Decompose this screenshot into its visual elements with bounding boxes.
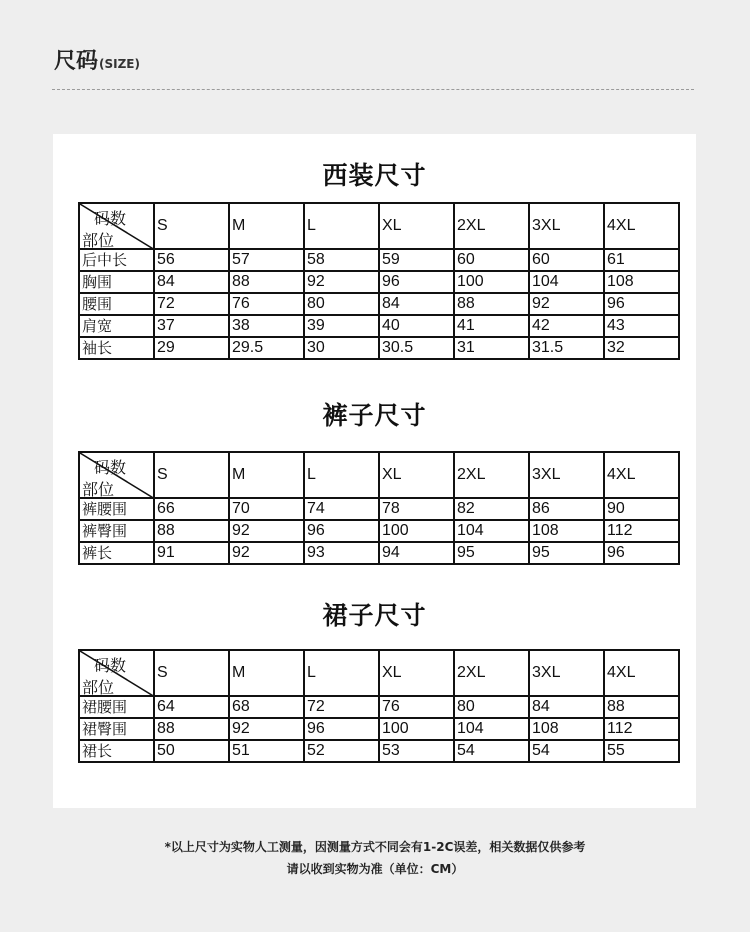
size-header-cell: L xyxy=(304,650,379,696)
size-header-cell: S xyxy=(154,452,229,498)
size-header-cell: S xyxy=(154,650,229,696)
measurement-cell: 30.5 xyxy=(379,337,454,359)
corner-size-label: 码数 xyxy=(94,656,127,675)
size-header-cell: 4XL xyxy=(604,650,679,696)
measurement-cell: 96 xyxy=(304,718,379,740)
table-row xyxy=(79,271,679,293)
measurement-cell: 61 xyxy=(604,249,679,271)
measurement-cell: 96 xyxy=(304,520,379,542)
measurement-cell: 93 xyxy=(304,542,379,564)
size-header-cell: 2XL xyxy=(454,452,529,498)
corner-part-label: 部位 xyxy=(82,231,115,249)
measurement-cell: 95 xyxy=(529,542,604,564)
measurement-cell: 39 xyxy=(304,315,379,337)
measurement-cell: 60 xyxy=(529,249,604,271)
measurement-cell: 82 xyxy=(454,498,529,520)
measurement-cell: 40 xyxy=(379,315,454,337)
page-subtitle: (SIZE) xyxy=(99,57,140,71)
size-header-cell: L xyxy=(304,203,379,249)
measurement-cell: 92 xyxy=(229,542,304,564)
measurement-cell: 72 xyxy=(154,293,229,315)
corner-size-label: 码数 xyxy=(94,209,127,228)
measurement-cell: 74 xyxy=(304,498,379,520)
measurement-cell: 88 xyxy=(604,696,679,718)
measurement-cell: 96 xyxy=(604,542,679,564)
table-row xyxy=(79,542,679,564)
measurement-cell: 84 xyxy=(529,696,604,718)
measurement-cell: 60 xyxy=(454,249,529,271)
measurement-cell: 112 xyxy=(604,520,679,542)
table-row xyxy=(79,696,679,718)
part-label-cell: 裤臀围 xyxy=(79,520,154,542)
corner-part-label: 部位 xyxy=(82,480,115,498)
measurement-cell: 55 xyxy=(604,740,679,762)
measurement-cell: 90 xyxy=(604,498,679,520)
measurement-cell: 84 xyxy=(379,293,454,315)
page-header xyxy=(54,44,140,75)
size-header-cell: XL xyxy=(379,452,454,498)
measurement-cell: 57 xyxy=(229,249,304,271)
measurement-cell: 72 xyxy=(304,696,379,718)
measurement-cell: 88 xyxy=(454,293,529,315)
measurement-cell: 92 xyxy=(304,271,379,293)
pants-size-title: 裤子尺寸 xyxy=(322,401,427,430)
measurement-cell: 108 xyxy=(604,271,679,293)
size-header-cell: XL xyxy=(379,203,454,249)
measurement-cell: 96 xyxy=(379,271,454,293)
table-header-row xyxy=(79,203,679,249)
measurement-cell: 88 xyxy=(154,520,229,542)
measurement-cell: 108 xyxy=(529,718,604,740)
size-header-cell: 3XL xyxy=(529,452,604,498)
measurement-cell: 29.5 xyxy=(229,337,304,359)
measurement-cell: 104 xyxy=(529,271,604,293)
measurement-cell: 51 xyxy=(229,740,304,762)
measurement-cell: 37 xyxy=(154,315,229,337)
measurement-cell: 92 xyxy=(529,293,604,315)
measurement-cell: 30 xyxy=(304,337,379,359)
table-row xyxy=(79,718,679,740)
corner-header-cell xyxy=(79,650,154,696)
size-header-cell: 3XL xyxy=(529,203,604,249)
size-header-cell: 2XL xyxy=(454,203,529,249)
measurement-cell: 38 xyxy=(229,315,304,337)
pants-size-table xyxy=(78,451,680,565)
corner-header-cell xyxy=(79,203,154,249)
measurement-cell: 80 xyxy=(454,696,529,718)
table-row xyxy=(79,520,679,542)
table-row xyxy=(79,249,679,271)
measurement-cell: 31.5 xyxy=(529,337,604,359)
size-header-cell: 4XL xyxy=(604,452,679,498)
unit-note: 请以收到实物为准（单位：CM） xyxy=(286,862,464,876)
measurement-cell: 50 xyxy=(154,740,229,762)
measurement-cell: 108 xyxy=(529,520,604,542)
measurement-cell: 58 xyxy=(304,249,379,271)
table-header-row xyxy=(79,650,679,696)
part-label-cell: 裙臀围 xyxy=(79,718,154,740)
size-header-cell: M xyxy=(229,452,304,498)
page-title: 尺码 xyxy=(54,49,99,74)
part-label-cell: 肩宽 xyxy=(79,315,154,337)
measurement-cell: 64 xyxy=(154,696,229,718)
measurement-cell: 95 xyxy=(454,542,529,564)
measurement-cell: 78 xyxy=(379,498,454,520)
size-header-cell: 2XL xyxy=(454,650,529,696)
part-label-cell: 裤腰围 xyxy=(79,498,154,520)
measurement-cell: 104 xyxy=(454,718,529,740)
corner-size-label: 码数 xyxy=(94,458,127,477)
measurement-cell: 100 xyxy=(379,718,454,740)
measurement-cell: 41 xyxy=(454,315,529,337)
measurement-cell: 56 xyxy=(154,249,229,271)
measurement-cell: 29 xyxy=(154,337,229,359)
skirt-size-table xyxy=(78,649,680,763)
table-row xyxy=(79,740,679,762)
measurement-cell: 54 xyxy=(529,740,604,762)
measurement-cell: 43 xyxy=(604,315,679,337)
part-label-cell: 胸围 xyxy=(79,271,154,293)
table-row xyxy=(79,337,679,359)
size-header-cell: 4XL xyxy=(604,203,679,249)
measurement-cell: 76 xyxy=(379,696,454,718)
measurement-cell: 68 xyxy=(229,696,304,718)
measurement-cell: 92 xyxy=(229,520,304,542)
part-label-cell: 袖长 xyxy=(79,337,154,359)
measurement-cell: 112 xyxy=(604,718,679,740)
measurement-cell: 100 xyxy=(454,271,529,293)
measurement-cell: 96 xyxy=(604,293,679,315)
table-row xyxy=(79,293,679,315)
part-label-cell: 裤长 xyxy=(79,542,154,564)
measurement-cell: 32 xyxy=(604,337,679,359)
size-header-cell: M xyxy=(229,203,304,249)
measurement-cell: 80 xyxy=(304,293,379,315)
table-row xyxy=(79,498,679,520)
measurement-cell: 84 xyxy=(154,271,229,293)
measurement-cell: 88 xyxy=(229,271,304,293)
measurement-cell: 104 xyxy=(454,520,529,542)
measurement-cell: 88 xyxy=(154,718,229,740)
part-label-cell: 后中长 xyxy=(79,249,154,271)
size-header-cell: XL xyxy=(379,650,454,696)
table-row xyxy=(79,315,679,337)
measurement-cell: 59 xyxy=(379,249,454,271)
measurement-note: *以上尺寸为实物人工测量，因测量方式不同会有1-2C误差，相关数据仅供参考 xyxy=(164,840,586,854)
measurement-cell: 66 xyxy=(154,498,229,520)
size-chart-card xyxy=(53,134,696,808)
measurement-cell: 53 xyxy=(379,740,454,762)
size-header-cell: 3XL xyxy=(529,650,604,696)
measurement-cell: 100 xyxy=(379,520,454,542)
measurement-cell: 54 xyxy=(454,740,529,762)
measurement-cell: 92 xyxy=(229,718,304,740)
corner-part-label: 部位 xyxy=(82,678,115,696)
size-header-cell: S xyxy=(154,203,229,249)
corner-header-cell xyxy=(79,452,154,498)
skirt-size-title: 裙子尺寸 xyxy=(322,601,427,630)
header-divider xyxy=(52,89,694,90)
part-label-cell: 腰围 xyxy=(79,293,154,315)
measurement-cell: 86 xyxy=(529,498,604,520)
size-header-cell: L xyxy=(304,452,379,498)
suit-size-table xyxy=(78,202,680,360)
measurement-cell: 42 xyxy=(529,315,604,337)
part-label-cell: 裙长 xyxy=(79,740,154,762)
measurement-cell: 31 xyxy=(454,337,529,359)
suit-size-title: 西装尺寸 xyxy=(322,161,427,190)
measurement-cell: 70 xyxy=(229,498,304,520)
measurement-cell: 91 xyxy=(154,542,229,564)
measurement-cell: 76 xyxy=(229,293,304,315)
measurement-cell: 94 xyxy=(379,542,454,564)
measurement-cell: 52 xyxy=(304,740,379,762)
size-header-cell: M xyxy=(229,650,304,696)
table-header-row xyxy=(79,452,679,498)
part-label-cell: 裙腰围 xyxy=(79,696,154,718)
